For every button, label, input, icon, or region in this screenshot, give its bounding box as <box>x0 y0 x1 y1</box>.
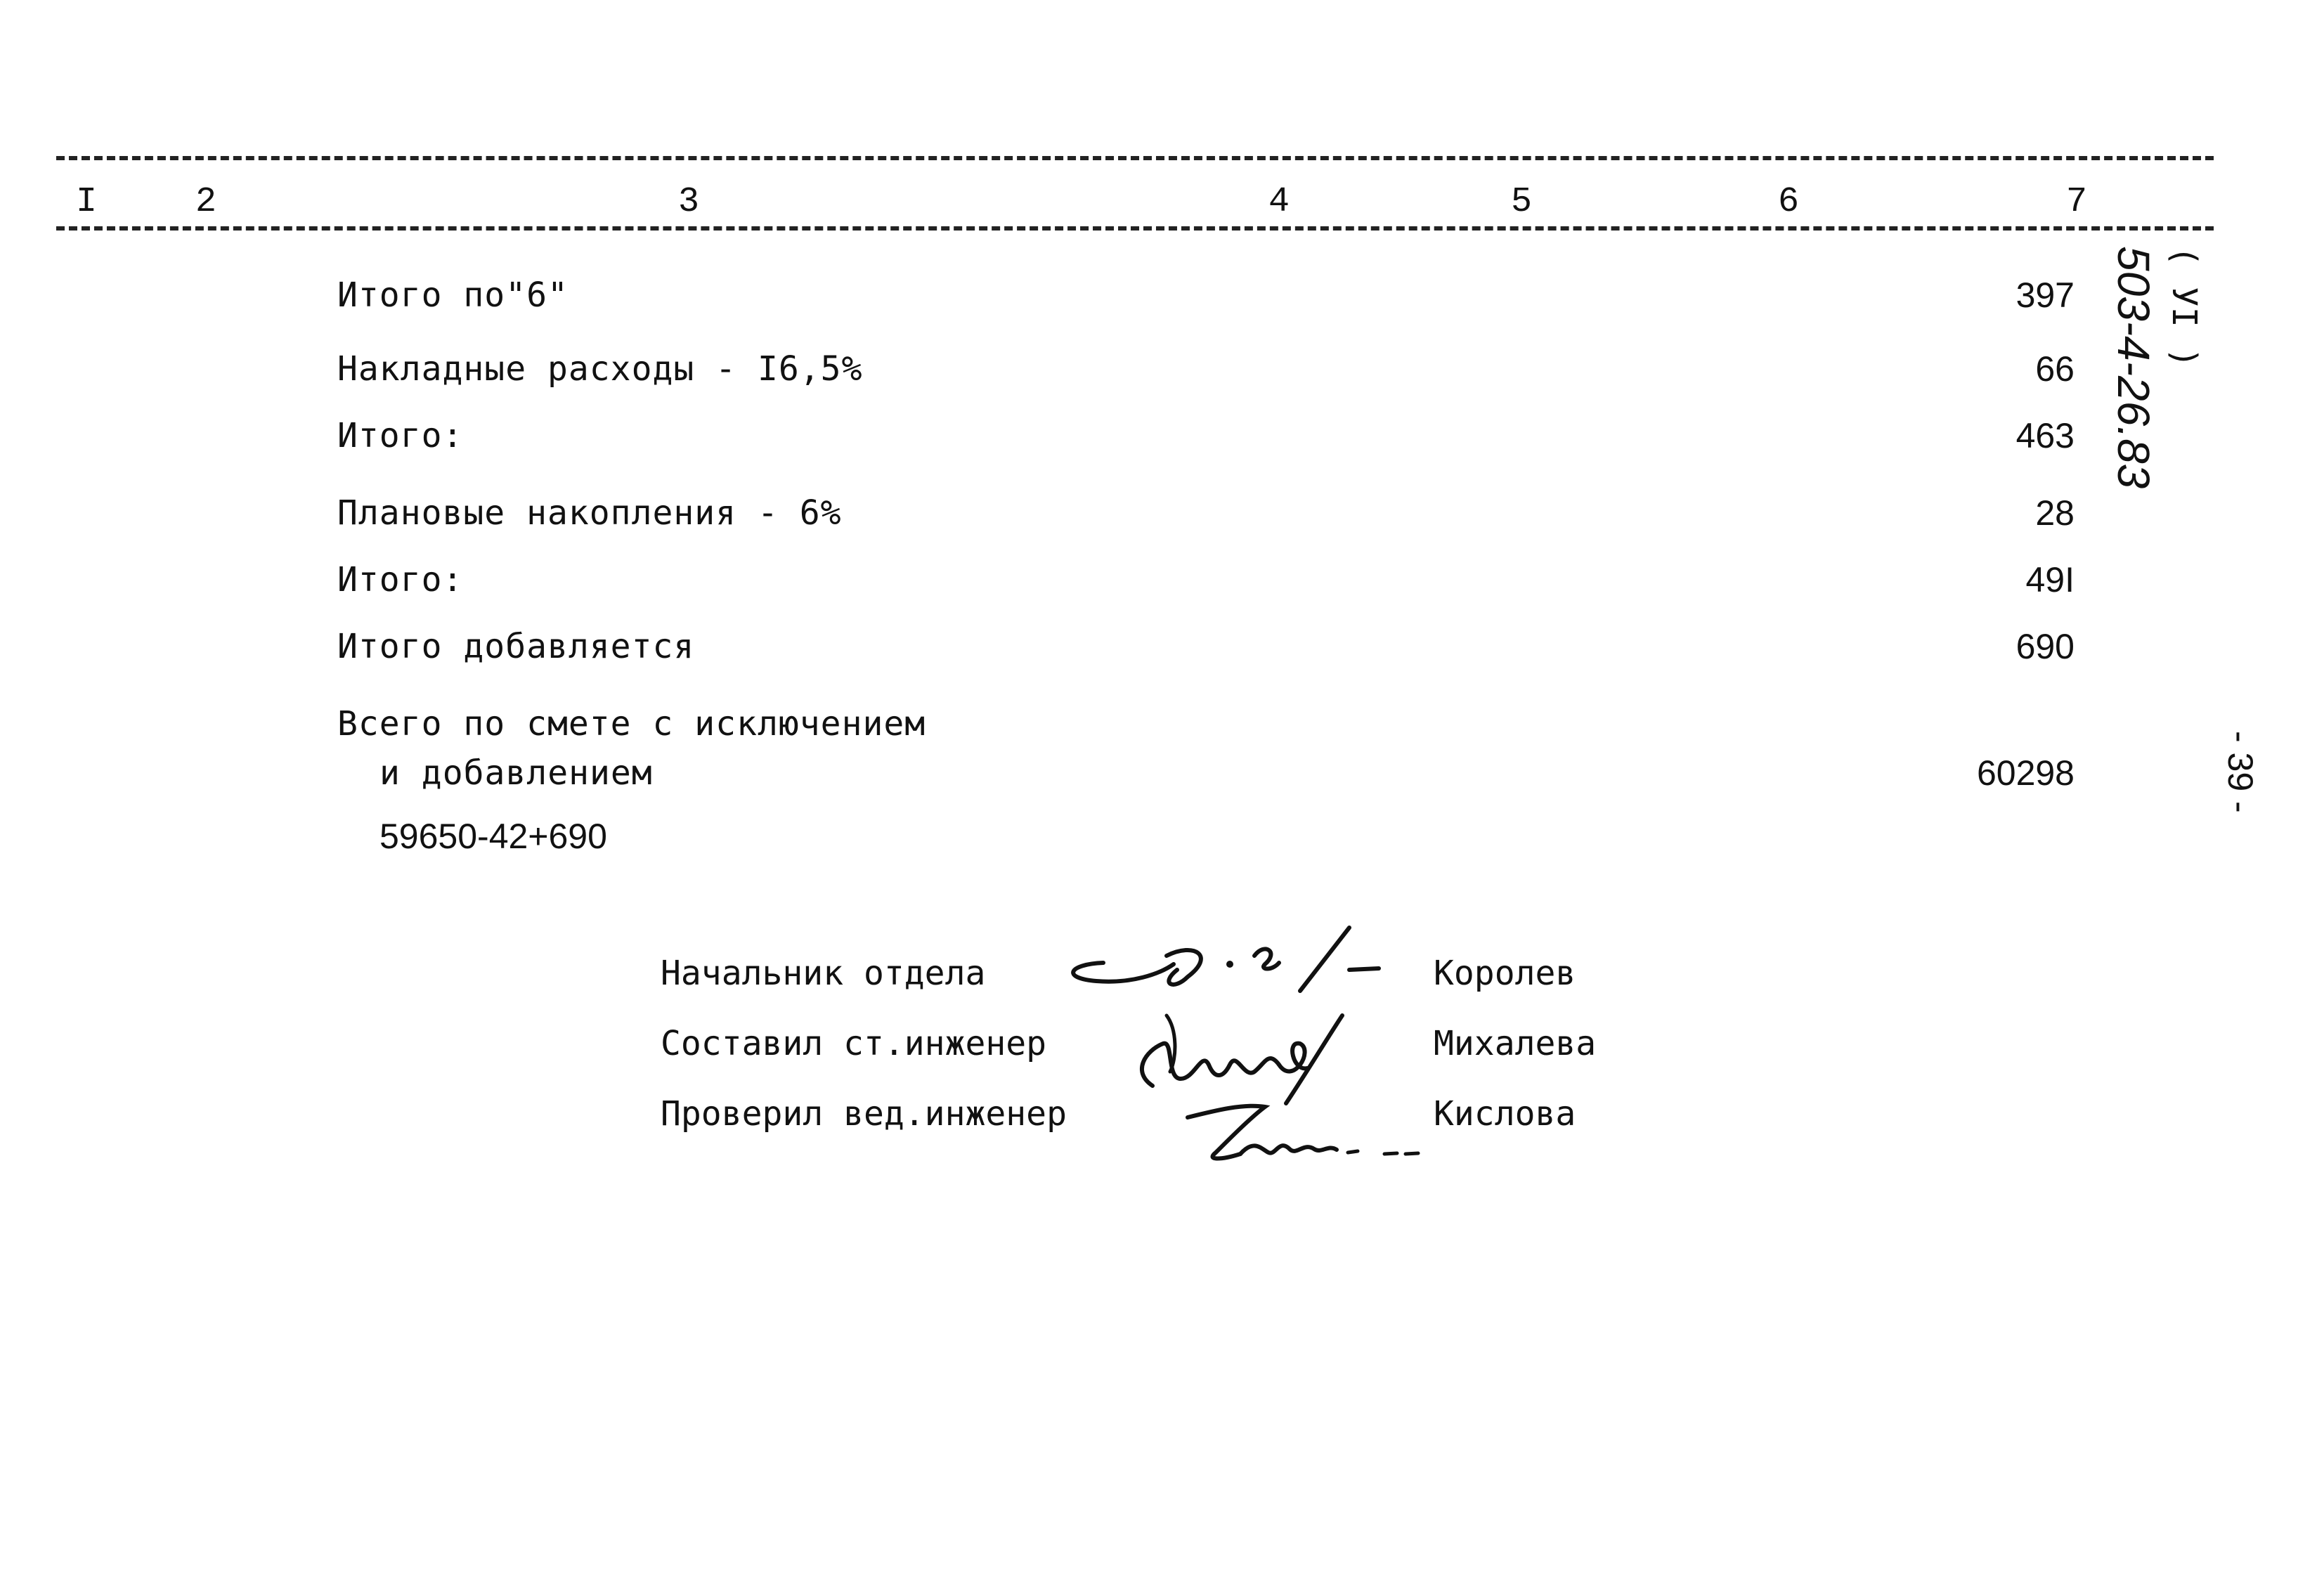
row-value-overhead: 66 <box>2035 349 2075 389</box>
row-value-total-2: 49I <box>2025 560 2075 599</box>
header-top-rule <box>56 156 2214 160</box>
grand-total-value: 60298 <box>1976 753 2075 793</box>
row-value-added-total: 690 <box>2015 627 2075 666</box>
signature-head-handwriting <box>1054 914 1391 1005</box>
row-label-added-total: Итого добавляется <box>337 627 695 666</box>
side-document-code <box>2108 246 2214 488</box>
grand-total-label-line1: Всего по смете с исключением <box>337 704 926 744</box>
page-number: - 39 - <box>2221 731 2260 813</box>
side-code-number: 503-4-26.83 <box>2108 246 2159 489</box>
signature-title-compiler: Составил ст.инженер <box>661 1024 1047 1063</box>
column-number-4: 4 <box>1268 182 1290 222</box>
header-bottom-rule <box>56 226 2214 231</box>
signature-title-head: Начальник отдела <box>661 954 986 993</box>
grand-total-formula: 59650-42+690 <box>379 817 607 856</box>
signature-name-checker: Кислова <box>1434 1094 1576 1134</box>
row-value-total-1: 463 <box>2015 416 2075 455</box>
column-number-5: 5 <box>1511 182 1533 222</box>
row-label-subtotal-6: Итого по"6" <box>337 275 569 315</box>
row-value-planned-savings: 28 <box>2035 493 2075 533</box>
row-label-planned-savings: Плановые накопления - 6% <box>337 493 842 533</box>
signature-checker-handwriting <box>1174 1089 1427 1167</box>
side-series-label: ( УI ) <box>2164 246 2204 368</box>
signature-title-checker: Проверил вед.инженер <box>661 1094 1067 1134</box>
row-label-overhead: Накладные расходы - I6,5% <box>337 349 863 389</box>
row-label-total-2: Итого: <box>337 560 464 599</box>
signature-name-head: Королев <box>1434 954 1576 993</box>
column-number-6: 6 <box>1778 182 1800 222</box>
column-number-2: 2 <box>195 182 217 222</box>
signature-name-compiler: Михалева <box>1434 1024 1597 1063</box>
row-label-total-1: Итого: <box>337 416 464 455</box>
column-number-1: I <box>76 182 98 222</box>
column-number-7: 7 <box>2066 182 2088 222</box>
grand-total-label-line2: и добавлением <box>379 753 653 793</box>
column-number-3: 3 <box>678 182 700 222</box>
row-value-subtotal-6: 397 <box>2015 275 2075 315</box>
